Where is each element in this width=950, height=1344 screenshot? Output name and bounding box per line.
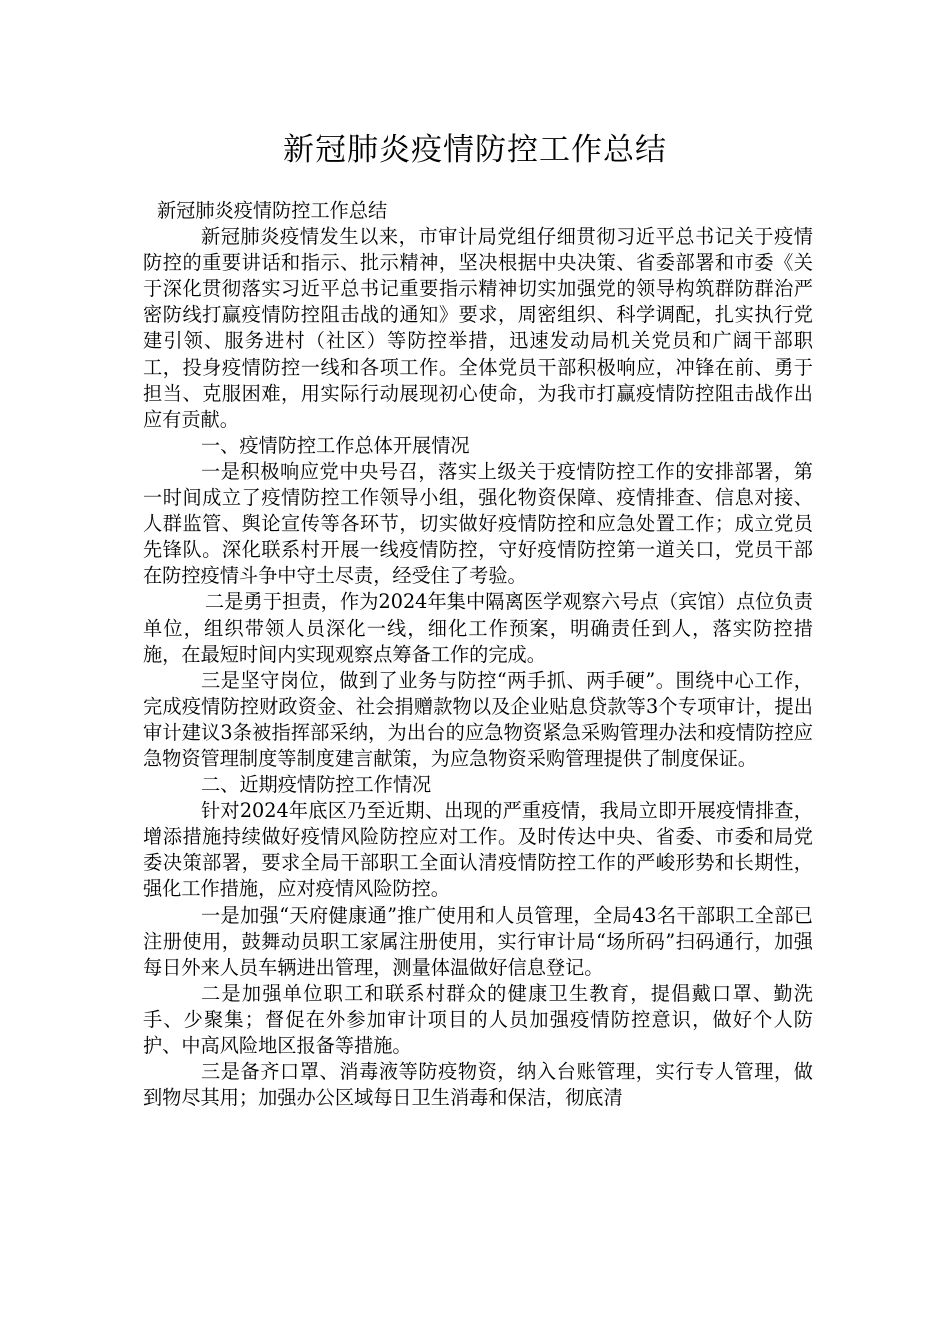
paragraph-recent-three: 三是备齐口罩、消毒液等防疫物资，纳入台账管理，实行专人管理，做到物尽其用；加强办公区域每日卫生消毒和保洁，彻底清 bbox=[143, 1060, 813, 1110]
paragraph-point-three: 三是坚守岗位，做到了业务与防控“两手抓、两手硬”。围绕中心工作，完成疫情防控财政资金、社会捐赠款物以及企业贴息贷款等3个专项审计，提出审计建议3条被指挥部采纳，为出台的应急物资紧急采购管理办法和疫情防控应急物资管理制度等制度建言献策，为应急物资采购管理提供了制度保证。 bbox=[143, 668, 813, 770]
paragraph-recent-two: 二是加强单位职工和联系村群众的健康卫生教育，提倡戴口罩、勤洗手、少聚集；督促在外参加审计项目的人员加强疫情防控意识，做好个人防护、中高风险地区报备等措施。 bbox=[143, 981, 813, 1057]
section-heading-recent: 二、近期疫情防控工作情况 bbox=[201, 773, 432, 797]
section-heading-overall: 一、疫情防控工作总体开展情况 bbox=[201, 433, 470, 457]
document-subtitle: 新冠肺炎疫情防控工作总结 bbox=[157, 199, 388, 222]
paragraph-intro: 新冠肺炎疫情发生以来，市审计局党组仔细贯彻习近平总书记关于疫情防控的重要讲话和指示、批示精神，坚决根据中央决策、省委部署和市委《关于深化贯彻落实习近平总书记重要指示精神切实加强党的领导构筑群防群治严密防线打赢疫情防控阻击战的通知》要求，周密组织、科学调配，扎实执行党建引领、服务进村（社区）等防控举措，迅速发动局机关党员和广阔干部职工，投身疫情防控一线和各项工作。全体党员干部积极响应，冲锋在前、勇于担当、克服困难，用实际行动展现初心使命，为我市打赢疫情防控阻击战作出应有贡献。 bbox=[143, 225, 813, 431]
paragraph-point-two: 二是勇于担责，作为2024年集中隔离医学观察六号点（宾馆）点位负责单位，组织带领人员深化一线，细化工作预案，明确责任到人，落实防控措施，在最短时间内实现观察点筹备工作的完成。 bbox=[143, 590, 813, 666]
document-title: 新冠肺炎疫情防控工作总结 bbox=[283, 132, 667, 168]
document-body bbox=[143, 198, 813, 1111]
paragraph-recent-intro: 针对2024年底区乃至近期、出现的严重疫情，我局立即开展疫情排查，增添措施持续做好疫情风险防控应对工作。及时传达中央、省委、市委和局党委决策部署，要求全局干部职工全面认清疫情防控工作的严峻形势和长期性，强化工作措施，应对疫情风险防控。 bbox=[143, 799, 813, 901]
paragraph-point-one: 一是积极响应党中央号召，落实上级关于疫情防控工作的安排部署，第一时间成立了疫情防控工作领导小组，强化物资保障、疫情排查、信息对接、人群监管、舆论宣传等各环节，切实做好疫情防控和应急处置工作；成立党员先锋队。深化联系村开展一线疫情防控，守好疫情防控第一道关口，党员干部在防控疫情斗争中守土尽责，经受住了考验。 bbox=[143, 459, 813, 588]
paragraph-recent-one: 一是加强“天府健康通”推广使用和人员管理，全局43名干部职工全部已注册使用，鼓舞动员职工家属注册使用，实行审计局“场所码”扫码通行，加强每日外来人员车辆进出管理，测量体温做好信息登记。 bbox=[143, 903, 813, 979]
